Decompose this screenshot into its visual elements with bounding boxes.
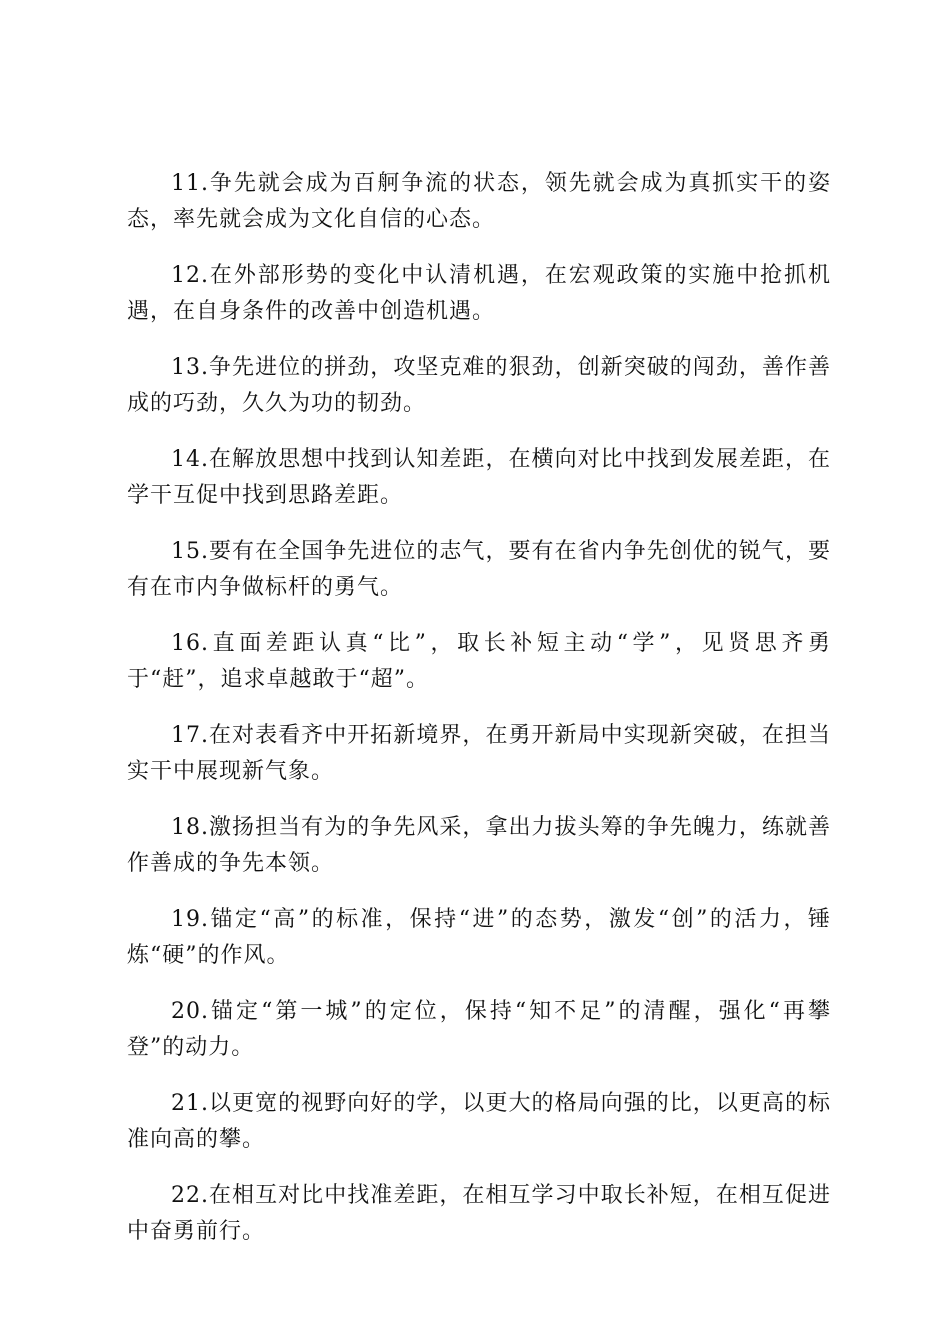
paragraph-14: 14.在解放思想中找到认知差距，在横向对比中找到发展差距，在学干互促中找到思路差距。 [127,447,831,508]
paragraph-11: 11.争先就会成为百舸争流的状态，领先就会成为真抓实干的姿态，率先就会成为文化自信的心态。 [127,171,831,232]
document-body [127,166,831,1270]
paragraph-15: 15.要有在全国争先进位的志气，要有在省内争先创优的锐气，要有在市内争做标杆的勇气。 [127,539,831,600]
paragraph-18: 18.激扬担当有为的争先风采，拿出力拔头筹的争先魄力，练就善作善成的争先本领。 [127,815,831,876]
paragraph-13: 13.争先进位的拼劲，攻坚克难的狠劲，创新突破的闯劲，善作善成的巧劲，久久为功的韧劲。 [127,355,831,416]
paragraph-17: 17.在对表看齐中开拓新境界，在勇开新局中实现新突破，在担当实干中展现新气象。 [127,723,831,784]
paragraph-22: 22.在相互对比中找准差距，在相互学习中取长补短，在相互促进中奋勇前行。 [127,1183,831,1244]
paragraph-21: 21.以更宽的视野向好的学，以更大的格局向强的比，以更高的标准向高的攀。 [127,1091,831,1152]
paragraph-12: 12.在外部形势的变化中认清机遇，在宏观政策的实施中抢抓机遇，在自身条件的改善中创造机遇。 [127,263,831,324]
paragraph-20: 20.锚定“第一城”的定位，保持“知不足”的清醒，强化“再攀登”的动力。 [127,999,831,1060]
paragraph-19: 19.锚定“高”的标准，保持“进”的态势，激发“创”的活力，锤炼“硬”的作风。 [127,907,831,968]
paragraph-16: 16.直面差距认真“比”，取长补短主动“学”，见贤思齐勇于“赶”，追求卓越敢于“超”。 [127,631,831,692]
